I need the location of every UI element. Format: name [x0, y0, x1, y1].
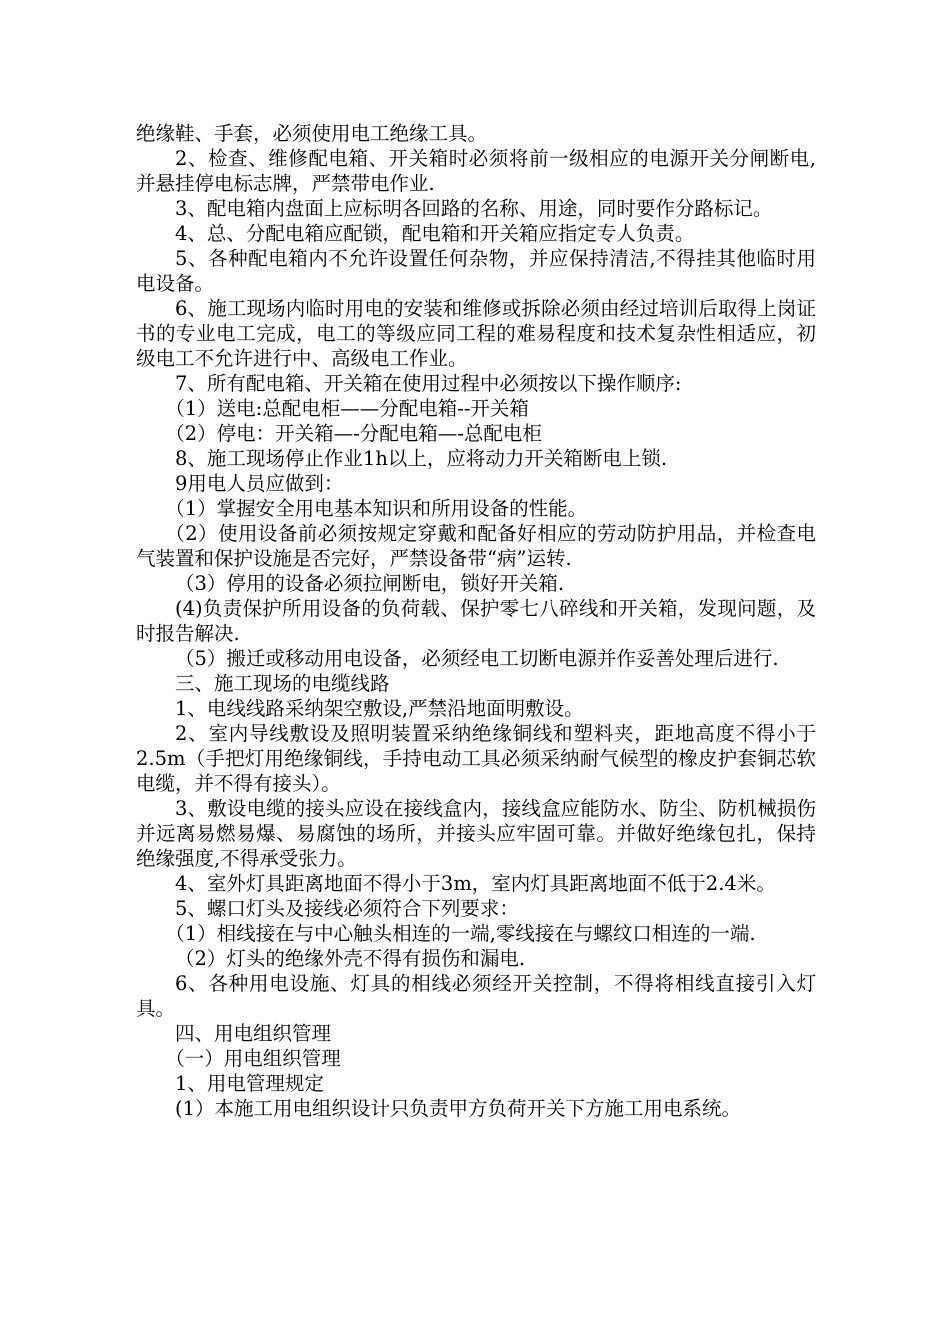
paragraph: 6、各种用电设施、灯具的相线必须经开关控制，不得将相线直接引入灯具。 [136, 972, 816, 1020]
document-body [136, 121, 816, 1121]
paragraph: 三、施工现场的电缆线路 [175, 672, 390, 695]
paragraph: （1）相线接在与中心触头相连的一端,零线接在与螺纹口相连的一端. [165, 922, 756, 945]
paragraph: 5、螺口灯头及接线必须符合下列要求： [175, 897, 519, 920]
paragraph: （3）停用的设备必须拉闸断电，锁好开关箱. [175, 572, 565, 595]
paragraph: 6、施工现场内临时用电的安装和维修或拆除必须由经过培训后取得上岗证书的专业电工完成，电工的等级应同工程的难易程度和技术复杂性相适应，初级电工不允许进行中、高级电工作业。 [136, 297, 816, 370]
paragraph: （1）送电:总配电柜——分配电箱--开关箱 [165, 397, 529, 420]
paragraph: (4)负责保护所用设备的负荷载、保护零七八碎线和开关箱，发现问题，及时报告解决. [136, 597, 816, 645]
paragraph: （2）停电：开关箱—-分配电箱—-总配电柜 [165, 422, 542, 445]
paragraph: 8、施工现场停止作业1h以上，应将动力开关箱断电上锁. [175, 447, 668, 470]
paragraph: 1、电线线路采纳架空敷设,严禁沿地面明敷设。 [175, 697, 584, 720]
paragraph: (1）本施工用电组织设计只负责甲方负荷开关下方施工用电系统。 [175, 1097, 742, 1120]
paragraph: 2、检查、维修配电箱、开关箱时必须将前一级相应的电源开关分闸断电,并悬挂停电标志牌，严禁带电作业. [136, 147, 816, 195]
paragraph: （2）灯头的绝缘外壳不得有损伤和漏电. [175, 947, 526, 970]
paragraph: 5、各种配电箱内不允许设置任何杂物，并应保持清洁,不得挂其他临时用电设备。 [136, 247, 816, 295]
paragraph: 7、所有配电箱、开关箱在使用过程中必须按以下操作顺序: [175, 372, 682, 395]
paragraph: 四、用电组织管理 [175, 1022, 332, 1045]
paragraph: 9用电人员应做到： [175, 472, 344, 495]
paragraph: （1）掌握安全用电基本知识和所用设备的性能。 [165, 497, 588, 520]
paragraph: （2）使用设备前必须按规定穿戴和配备好相应的劳动防护用品，并检查电气装置和保护设施是否完好，严禁设备带“病”运转. [136, 522, 816, 570]
paragraph: 绝缘鞋、手套，必须使用电工绝缘工具。 [136, 122, 488, 145]
paragraph: 4、室外灯具距离地面不得小于3m，室内灯具距离地面不低于2.4米。 [175, 872, 776, 895]
paragraph: 1、用电管理规定 [175, 1072, 324, 1095]
paragraph: 3、敷设电缆的接头应设在接线盒内，接线盒应能防水、防尘、防机械损伤并远离易燃易爆、易腐蚀的场所，并接头应牢固可靠。并做好绝缘包扎，保持绝缘强度,不得承受张力。 [136, 797, 816, 870]
paragraph: （5）搬迁或移动用电设备，必须经电工切断电源并作妥善处理后进行. [175, 647, 779, 670]
paragraph: 3、配电箱内盘面上应标明各回路的名称、用途，同时要作分路标记。 [175, 197, 773, 220]
paragraph: 2、室内导线敷设及照明装置采纳绝缘铜线和塑料夹，距地高度不得小于2.5m（手把灯用绝缘铜线，手持电动工具必须采纳耐气候型的橡皮护套铜芯软电缆，并不得有接头）。 [136, 722, 816, 795]
paragraph: （一）用电组织管理 [165, 1047, 341, 1070]
paragraph: 4、总、分配电箱应配锁，配电箱和开关箱应指定专人负责。 [175, 222, 695, 245]
